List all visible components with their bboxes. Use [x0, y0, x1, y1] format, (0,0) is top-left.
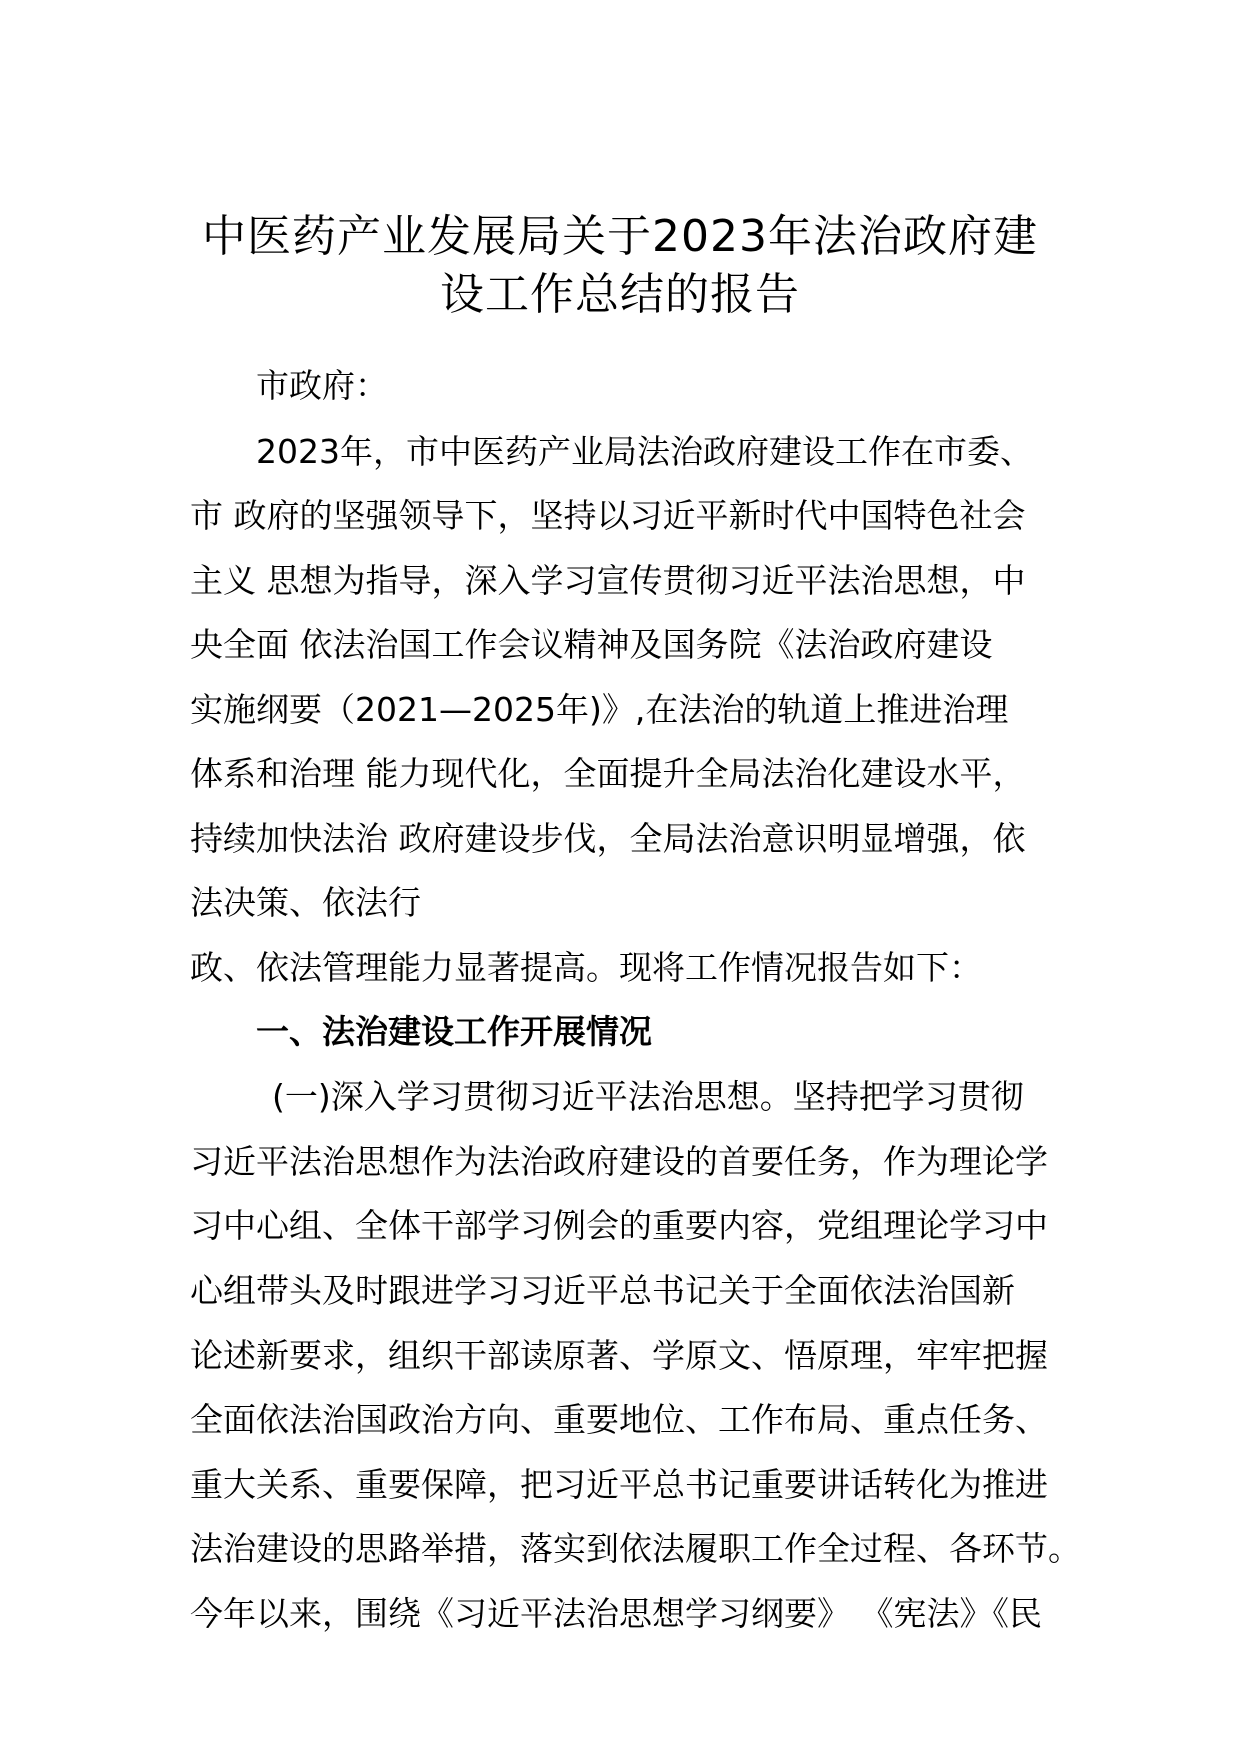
intro-line: 实施纲要（2021—2025年)》,在法治的轨道上推进治理 [190, 690, 1009, 729]
intro-line: 体系和治理 能力现代化，全面提升全局法治化建设水平， [190, 754, 1026, 793]
body-line: 全面依法治国政治方向、重要地位、工作布局、重点任务、 [190, 1400, 1048, 1439]
body-line: 习近平法治思想作为法治政府建设的首要任务，作为理论学 [190, 1142, 1048, 1181]
body-line: 今年以来，围绕《习近平法治思想学习纲要》 《宪法》《民 [190, 1594, 1042, 1633]
intro-line: 2023年，市中医药产业局法治政府建设工作在市委、 [256, 432, 1033, 471]
intro-line: 法决策、依法行 [190, 883, 421, 922]
intro-line: 主义 思想为指导，深入学习宣传贯彻习近平法治思想，中 [190, 561, 1026, 600]
title-line-2: 设工作总结的报告 [440, 269, 800, 320]
body-line: 心组带头及时跟进学习习近平总书记关于全面依法治国新 [190, 1271, 1015, 1310]
intro-line: 政、依法管理能力显著提高。现将工作情况报告如下： [190, 948, 982, 987]
body-line: (一)深入学习贯彻习近平法治思想。坚持把学习贯彻 [272, 1077, 1024, 1116]
body-line: 重大关系、重要保障，把习近平总书记重要讲话转化为推进 [190, 1465, 1048, 1504]
body-line: 论述新要求，组织干部读原著、学原文、悟原理，牢牢把握 [190, 1336, 1048, 1375]
intro-line: 央全面 依法治国工作会议精神及国务院《法治政府建设 [190, 625, 993, 664]
section-heading: 一、法治建设工作开展情况 [256, 1012, 652, 1051]
body-line: 习中心组、全体干部学习例会的重要内容，党组理论学习中 [190, 1206, 1048, 1245]
document-title [150, 208, 1090, 324]
body-line: 法治建设的思路举措，落实到依法履职工作全过程、各环节。 [190, 1529, 1081, 1568]
title-line-1: 中医药产业发展局关于2023年法治政府建 [202, 211, 1038, 262]
intro-line: 持续加快法治 政府建设步伐，全局法治意识明显增强，依 [190, 819, 1026, 858]
salutation: 市政府： [256, 366, 388, 405]
intro-line: 市 政府的坚强领导下，坚持以习近平新时代中国特色社会 [190, 496, 1026, 535]
